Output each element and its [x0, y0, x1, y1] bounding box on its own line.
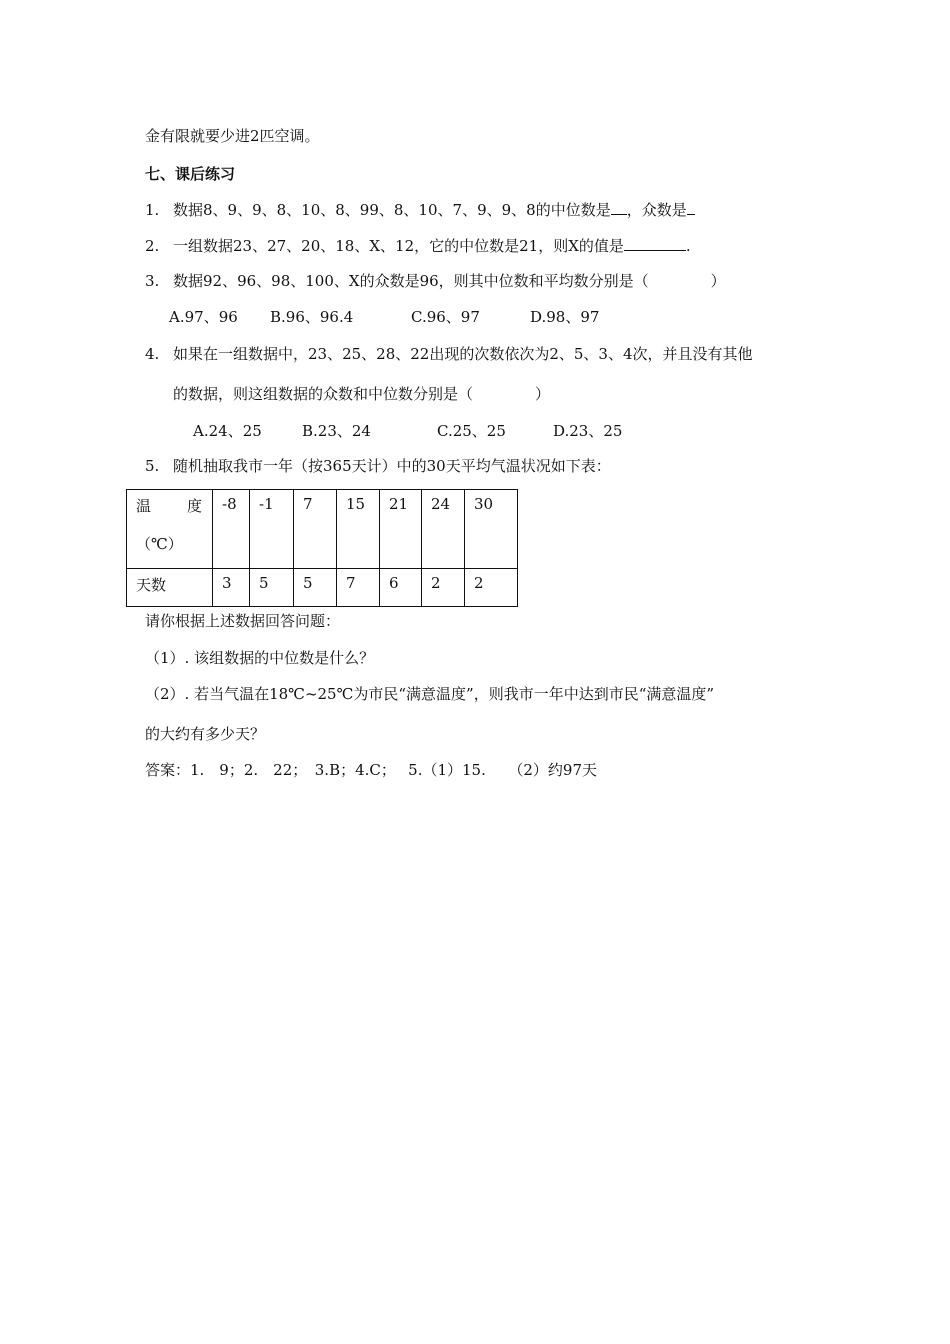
answer-blank: [611, 199, 627, 215]
table-cell: 5: [294, 569, 337, 607]
question-4-option-b: B.23、24: [302, 422, 371, 440]
question-3-option-d: D.98、97: [530, 308, 600, 326]
question-2-text-b: .: [685, 237, 691, 255]
answer-blank: [687, 199, 695, 215]
question-1-text: 数据8、9、9、8、10、8、99、8、10、7、9、9、8的中位数是: [173, 201, 611, 219]
question-2: [145, 235, 691, 256]
question-4-line-2-text-b: ）: [535, 385, 551, 403]
header-label-b: 度: [186, 497, 202, 515]
temperature-table: [126, 489, 518, 607]
question-3-text-b: ）: [710, 272, 726, 290]
question-4-line-1: 如果在一组数据中，23、25、28、22出现的次数依次为2、5、3、4次，并且没有其他: [173, 345, 753, 363]
question-2-text: 一组数据23、27、20、18、X、12，它的中位数是21，则X的值是: [173, 237, 624, 255]
question-1-text-b: ，众数是: [626, 201, 687, 219]
table-cell: 5: [250, 569, 294, 607]
table-cell: 3: [213, 569, 250, 607]
table-cell: -1: [250, 490, 294, 569]
question-5-text: 随机抽取我市一年（按365天计）中的30天平均气温状况如下表：: [173, 457, 611, 475]
table-cell: 2: [422, 569, 465, 607]
sub-question-2-line-2: 的大约有多少天？: [145, 725, 266, 743]
table-cell: 21: [380, 490, 422, 569]
question-2-number: 2.: [145, 237, 160, 255]
intro-line: 金有限就要少进2匹空调。: [145, 127, 320, 145]
section-title: 七、课后练习: [145, 165, 236, 183]
question-4-option-d: D.23、25: [553, 422, 623, 440]
question-3-number: 3.: [145, 272, 160, 290]
header-label-a: 温: [136, 497, 152, 515]
question-4-option-c: C.25、25: [437, 422, 506, 440]
answer-blank: [624, 235, 686, 251]
question-3-option-a: A.97、96: [169, 308, 238, 326]
header-label-unit: （℃）: [136, 535, 183, 553]
question-5: [145, 456, 611, 476]
question-1: [145, 199, 695, 220]
table-cell: 24: [422, 490, 465, 569]
answer-line: 答案：1. 9；2. 22； 3.B；4.C； 5.（1）15. （2）约97天: [145, 761, 597, 779]
question-3: [145, 271, 726, 291]
table-cell: 7: [294, 490, 337, 569]
table-row: [127, 490, 518, 569]
question-3-option-b: B.96、96.4: [270, 308, 354, 326]
table-header-cell: [127, 490, 213, 569]
question-4-line-2: [173, 384, 550, 404]
table-cell: 2: [465, 569, 518, 607]
sub-question-1: （1）. 该组数据的中位数是什么？: [145, 649, 375, 667]
question-4-line-2-text: 的数据，则这组数据的众数和中位数分别是（: [173, 385, 474, 403]
table-cell: -8: [213, 490, 250, 569]
question-3-text: 数据92、96、98、100、X的众数是96，则其中位数和平均数分别是（: [173, 272, 649, 290]
question-4-option-a: A.24、25: [193, 422, 262, 440]
question-1-number: 1.: [145, 201, 160, 219]
question-4-number: 4.: [145, 345, 160, 363]
table-cell: 7: [337, 569, 380, 607]
table-cell: 15: [337, 490, 380, 569]
table-row: [127, 569, 518, 607]
after-table-text: 请你根据上述数据回答问题：: [145, 612, 341, 630]
question-3-option-c: C.96、97: [411, 308, 480, 326]
question-5-number: 5.: [145, 457, 160, 475]
table-cell: 30: [465, 490, 518, 569]
question-4: [145, 344, 753, 364]
sub-question-2-line-1: （2）. 若当气温在18℃~25℃为市民“满意温度”，则我市一年中达到市民“满意温度”: [145, 685, 715, 703]
table-cell: 6: [380, 569, 422, 607]
table-row-label: 天数: [127, 569, 213, 607]
